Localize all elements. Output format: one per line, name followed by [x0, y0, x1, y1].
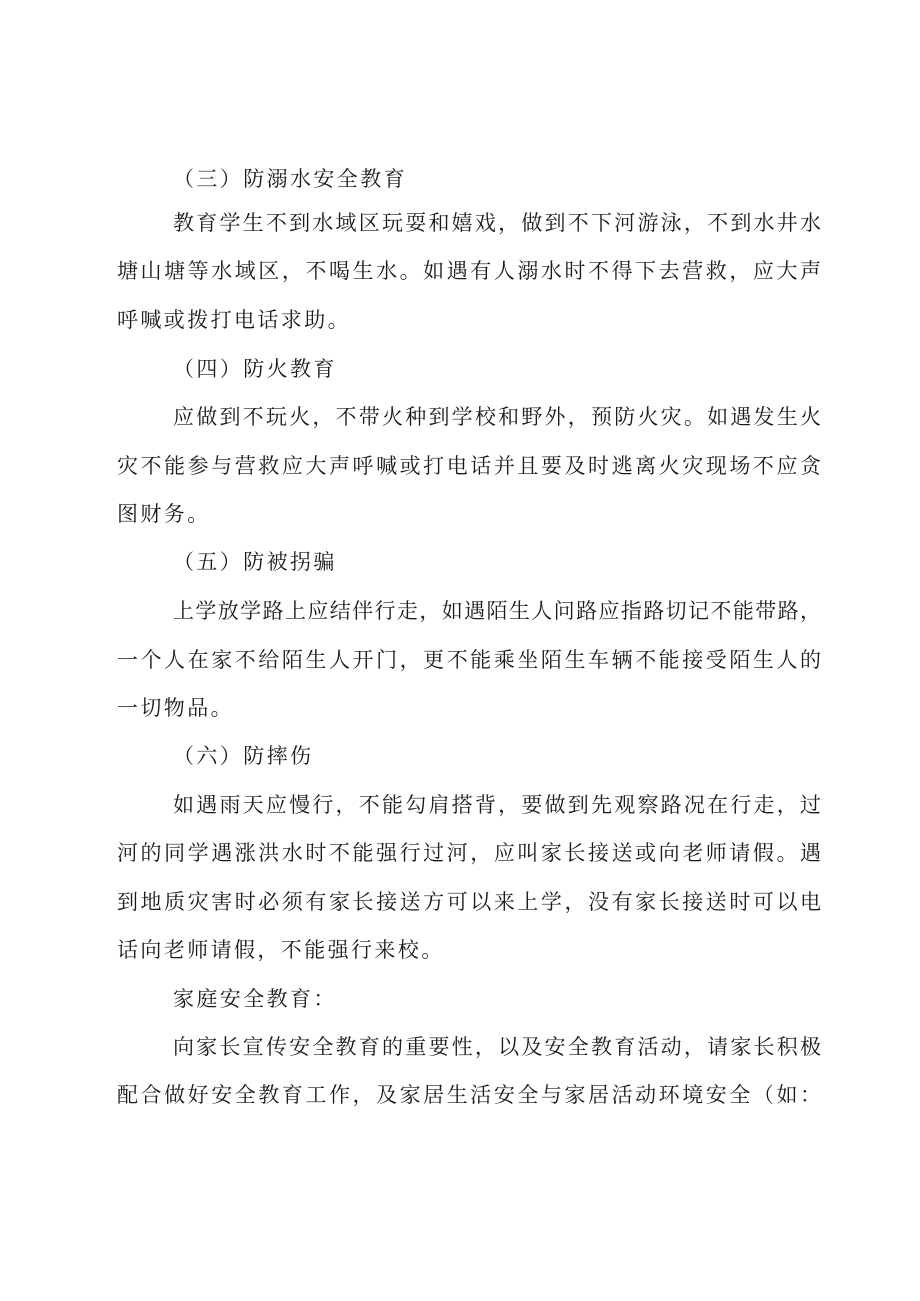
paragraph-line: 话向老师请假，不能强行来校。 [117, 938, 445, 962]
section-heading-abduction: （五）防被拐骗 [173, 550, 337, 574]
paragraph-line: 一个人在家不给陌生人开门，更不能乘坐陌生车辆不能接受陌生人的 [117, 648, 821, 672]
paragraph-line: 向家长宣传安全教育的重要性，以及安全教育活动，请家长积极 [173, 1035, 821, 1059]
paragraph-line: 塘山塘等水域区，不喝生水。如遇有人溺水时不得下去营救，应大声 [117, 259, 821, 283]
paragraph-line: 如遇雨天应慢行，不能勾肩搭背，要做到先观察路况在行走，过 [173, 793, 821, 817]
section-heading-drowning: （三）防溺水安全教育 [173, 167, 407, 191]
paragraph-line: 河的同学遇涨洪水时不能强行过河，应叫家长接送或向老师请假。遇 [117, 841, 821, 865]
paragraph-line: 一切物品。 [117, 696, 234, 720]
paragraph-line: 呼喊或拨打电话求助。 [117, 308, 351, 332]
section-heading-home-safety: 家庭安全教育： [173, 987, 337, 1011]
section-heading-fire: （四）防火教育 [173, 357, 337, 381]
paragraph-line: 上学放学路上应结伴行走，如遇陌生人问路应指路切记不能带路， [173, 599, 821, 623]
paragraph-line: 配合做好安全教育工作，及家居生活安全与家居活动环境安全（如： [117, 1083, 821, 1107]
paragraph-line: 应做到不玩火，不带火种到学校和野外，预防火灾。如遇发生火 [173, 405, 821, 429]
paragraph-line: 教育学生不到水域区玩耍和嬉戏，做到不下河游泳，不到水井水 [173, 211, 821, 235]
paragraph-line: 图财务。 [117, 502, 211, 526]
section-heading-fall-injury: （六）防摔伤 [173, 744, 314, 768]
paragraph-line: 到地质灾害时必须有家长接送方可以来上学，没有家长接送时可以电 [117, 890, 821, 914]
paragraph-line: 灾不能参与营救应大声呼喊或打电话并且要及时逃离火灾现场不应贪 [117, 454, 821, 478]
